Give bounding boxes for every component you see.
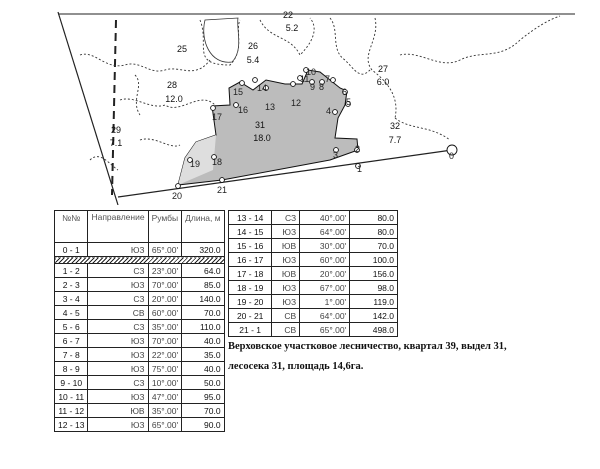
parcel-25-number: 25 (176, 44, 188, 54)
cell-length: 64.0 (182, 264, 224, 278)
point-label-4: 4 (326, 106, 332, 116)
cell-direction: ЮЗ (272, 281, 300, 295)
cell-bearing: 40°.00' (300, 211, 350, 225)
table-row (55, 320, 225, 334)
point-label-15: 15 (233, 87, 244, 97)
table-row (229, 309, 398, 323)
point-label-18: 18 (212, 157, 223, 167)
cell-length: 98.0 (350, 281, 398, 295)
cell-bearing: 20°.00' (300, 267, 350, 281)
table-row (229, 281, 398, 295)
cell-segment: 18 - 19 (229, 281, 272, 295)
cell-direction: СВ (88, 306, 148, 320)
cell-direction: СВ (272, 309, 300, 323)
bearings-table-left (54, 210, 225, 432)
table-row (229, 253, 398, 267)
cell-length: 40.0 (182, 334, 224, 348)
parcel-28-number: 28 (166, 80, 178, 90)
cell-length: 90.0 (182, 418, 224, 432)
cell-direction: ЮЗ (88, 278, 148, 292)
hatched-separator (55, 257, 225, 264)
point-label-8: 8 (319, 82, 325, 92)
parcel-22-area: 5.2 (285, 23, 299, 33)
cell-length: 156.0 (350, 267, 398, 281)
cell-length: 142.0 (350, 309, 398, 323)
point-label-1: 1 (357, 164, 363, 174)
cell-bearing: 64°.00' (300, 225, 350, 239)
cell-length: 40.0 (182, 362, 224, 376)
point-label-20: 20 (172, 191, 183, 201)
cell-bearing: 1°.00' (300, 295, 350, 309)
parcel-27-area: 6.0 (376, 77, 390, 87)
cell-direction: СЗ (88, 376, 148, 390)
parcel-31-area: 18.0 (253, 133, 271, 143)
plot-caption (228, 337, 528, 377)
cell-length: 95.0 (182, 390, 224, 404)
cell-segment: 9 - 10 (55, 376, 88, 390)
dashed-road (112, 20, 116, 195)
point-label-17: 17 (212, 112, 223, 122)
point-label-3: 3 (333, 150, 339, 160)
table-row (229, 323, 398, 337)
cell-direction: ЮВ (272, 267, 300, 281)
cell-segment: 17 - 18 (229, 267, 272, 281)
parcel-31-number: 31 (254, 120, 266, 130)
table-row (55, 348, 225, 362)
cell-segment: 14 - 15 (229, 225, 272, 239)
parcel-26-outline (204, 18, 239, 62)
cell-segment: 13 - 14 (229, 211, 272, 225)
table-row (229, 295, 398, 309)
point-label-0: 0 (449, 151, 455, 161)
cell-direction: СЗ (88, 292, 148, 306)
table-row (55, 292, 225, 306)
cell-segment: 16 - 17 (229, 253, 272, 267)
cell-direction: СЗ (88, 264, 148, 278)
cell-bearing: 10°.00' (148, 376, 182, 390)
point-label-14: 14 (257, 83, 268, 93)
cell-length: 498.0 (350, 323, 398, 337)
header-bearing: Румбы (148, 211, 182, 243)
boundary-point-21 (220, 178, 225, 183)
cell-bearing: 35°.00' (148, 404, 182, 418)
point-label-16: 16 (238, 105, 249, 115)
cell-segment: 0 - 1 (55, 243, 88, 257)
cell-bearing: 67°.00' (300, 281, 350, 295)
cell-segment: 10 - 11 (55, 390, 88, 404)
cell-segment: 4 - 5 (55, 306, 88, 320)
point-label-10: 10 (306, 67, 317, 77)
cell-segment: 1 - 2 (55, 264, 88, 278)
cell-direction: ЮВ (88, 404, 148, 418)
cell-length: 50.0 (182, 376, 224, 390)
table-row (55, 243, 225, 257)
header-length: Длина, м (182, 211, 224, 243)
cell-bearing: 60°.00' (148, 306, 182, 320)
cell-segment: 11 - 12 (55, 404, 88, 418)
point-label-2: 2 (355, 144, 361, 154)
boundary-point-17 (211, 106, 216, 111)
cell-bearing: 23°.00' (148, 264, 182, 278)
cell-bearing: 35°.00' (148, 320, 182, 334)
table-row (229, 211, 398, 225)
cell-bearing: 65°.00' (148, 243, 182, 257)
cell-segment: 12 - 13 (55, 418, 88, 432)
cell-direction: ЮЗ (88, 334, 148, 348)
cell-length: 70.0 (350, 239, 398, 253)
point-label-12: 12 (291, 98, 302, 108)
cell-direction: ЮЗ (272, 253, 300, 267)
table-row (55, 404, 225, 418)
cell-length: 320.0 (182, 243, 224, 257)
cell-direction: СВ (272, 323, 300, 337)
header-segment: №№ (55, 211, 88, 243)
cell-segment: 3 - 4 (55, 292, 88, 306)
bearings-table-right (228, 210, 398, 337)
cell-bearing: 20°.00' (148, 292, 182, 306)
cell-length: 100.0 (350, 253, 398, 267)
cell-direction: ЮЗ (88, 418, 148, 432)
cell-length: 70.0 (182, 306, 224, 320)
point-label-21: 21 (217, 185, 228, 195)
header-direction: Направление (88, 211, 148, 243)
cell-direction: ЮВ (272, 239, 300, 253)
cell-bearing: 65°.00' (148, 418, 182, 432)
point-label-13: 13 (265, 102, 276, 112)
boundary-point-14 (253, 78, 258, 83)
cell-segment: 7 - 8 (55, 348, 88, 362)
table-row (55, 376, 225, 390)
caption-line-2: лесосека 31, площадь 14,6га. (228, 361, 364, 372)
boundary-point-12 (291, 82, 296, 87)
parcel-28-area: 12.0 (165, 94, 183, 104)
cell-direction: СЗ (272, 211, 300, 225)
parcel-26-number: 26 (247, 41, 259, 51)
cell-length: 140.0 (182, 292, 224, 306)
cell-bearing: 64°.00' (300, 309, 350, 323)
cell-direction: ЮЗ (88, 390, 148, 404)
cell-length: 110.0 (182, 320, 224, 334)
cell-bearing: 30°.00' (300, 239, 350, 253)
cell-length: 119.0 (350, 295, 398, 309)
table-row (55, 334, 225, 348)
parcel-32-area: 7.7 (388, 135, 402, 145)
cell-segment: 15 - 16 (229, 239, 272, 253)
quarter-boundary (58, 12, 118, 205)
cell-length: 80.0 (350, 225, 398, 239)
cell-segment: 2 - 3 (55, 278, 88, 292)
parcel-29-number: 29 (110, 125, 122, 135)
caption-line-1: Верховское участковое лесничество, квартал 39, выдел 31, (228, 341, 507, 352)
point-label-5: 5 (346, 97, 352, 107)
cell-bearing: 65°.00' (300, 323, 350, 337)
cell-length: 80.0 (350, 211, 398, 225)
cell-bearing: 22°.00' (148, 348, 182, 362)
boundary-point-20 (176, 184, 181, 189)
table-row (229, 225, 398, 239)
table-row (55, 264, 225, 278)
table-row (55, 362, 225, 376)
table-row (229, 239, 398, 253)
table-row (55, 278, 225, 292)
cell-segment: 8 - 9 (55, 362, 88, 376)
table-row (229, 267, 398, 281)
cell-bearing: 60°.00' (300, 253, 350, 267)
cell-direction: ЮЗ (272, 225, 300, 239)
point-label-19: 19 (190, 159, 201, 169)
parcel-27-number: 27 (377, 64, 389, 74)
point-label-6: 6 (342, 87, 348, 97)
cell-direction: ЮЗ (88, 243, 148, 257)
boundary-point-4 (333, 110, 338, 115)
parcel-26-area: 5.4 (246, 55, 260, 65)
parcel-22-number: 22 (282, 10, 294, 20)
cell-segment: 6 - 7 (55, 334, 88, 348)
point-label-9: 9 (310, 82, 316, 92)
cell-bearing: 47°.00' (148, 390, 182, 404)
table-row (55, 390, 225, 404)
parcel-32-number: 32 (389, 121, 401, 131)
cell-direction: ЮЗ (88, 348, 148, 362)
cell-bearing: 75°.00' (148, 362, 182, 376)
cell-segment: 20 - 21 (229, 309, 272, 323)
cell-segment: 21 - 1 (229, 323, 272, 337)
boundary-point-15 (240, 81, 245, 86)
hatched-separator-cell (55, 257, 225, 264)
cell-direction: СЗ (88, 320, 148, 334)
cell-segment: 5 - 6 (55, 320, 88, 334)
cell-segment: 19 - 20 (229, 295, 272, 309)
table-row (55, 418, 225, 432)
cell-length: 70.0 (182, 404, 224, 418)
parcel-29-area: 7.1 (109, 138, 123, 148)
point-label-11: 11 (300, 74, 310, 84)
cell-bearing: 70°.00' (148, 334, 182, 348)
cell-direction: ЮЗ (272, 295, 300, 309)
cell-direction: ЮЗ (88, 362, 148, 376)
table-row (55, 306, 225, 320)
forest-plot-map (0, 0, 600, 205)
cell-length: 35.0 (182, 348, 224, 362)
cell-bearing: 70°.00' (148, 278, 182, 292)
cell-length: 85.0 (182, 278, 224, 292)
point-label-7: 7 (325, 74, 331, 84)
boundary-point-7 (331, 78, 336, 83)
